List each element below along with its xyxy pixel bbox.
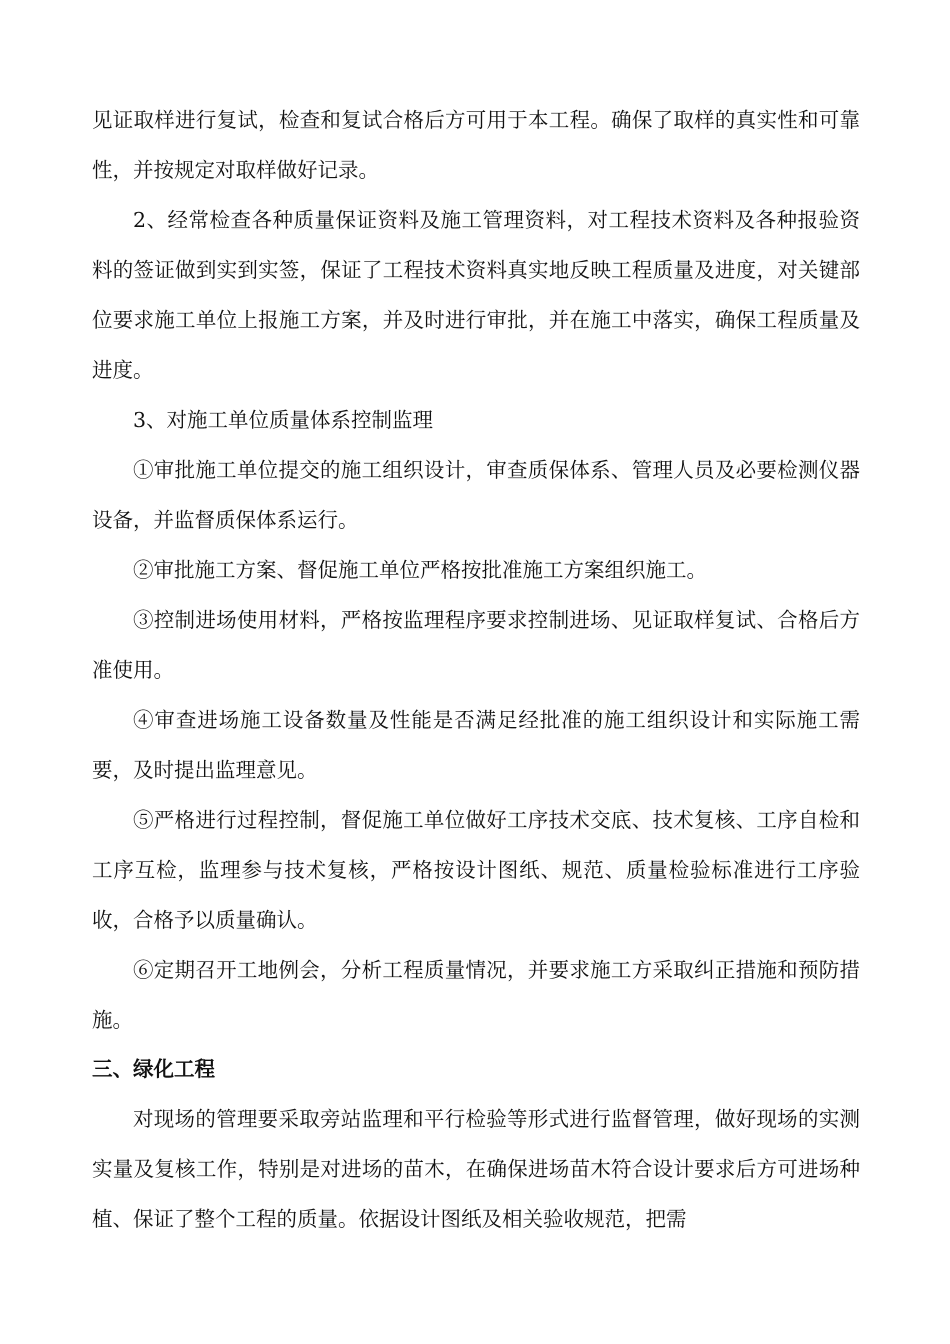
- paragraph-greening-management: 对现场的管理要采取旁站监理和平行检验等形式进行监督管理，做好现场的实测实量及复核工作，特别是对进场的苗木，在确保进场苗木符合设计要求后方可进场种植、保证了整个工程的质量。依据设计图纸及相关验收规范，把需: [92, 1107, 860, 1231]
- paragraph-subitem-1: ①审批施工单位提交的施工组织设计，审查质保体系、管理人员及必要检测仪器设备，并监督质保体系运行。: [92, 458, 860, 532]
- paragraph-item-2: 2、经常检查各种质量保证资料及施工管理资料，对工程技术资料及各种报验资料的签证做到实到实签，保证了工程技术资料真实地反映工程质量及进度，对关键部位要求施工单位上报施工方案，并及时进行审批，并在施工中落实，确保工程质量及进度。: [92, 208, 860, 382]
- paragraph-subitem-2: ②审批施工方案、督促施工单位严格按批准施工方案组织施工。: [133, 558, 707, 582]
- paragraph-sampling-records: 见证取样进行复试，检查和复试合格后方可用于本工程。确保了取样的真实性和可靠性，并按规定对取样做好记录。: [92, 108, 860, 182]
- paragraph-subitem-6: ⑥定期召开工地例会，分析工程质量情况，并要求施工方采取纠正措施和预防措施。: [92, 958, 860, 1032]
- section-heading-greening: 三、绿化工程: [92, 1057, 215, 1081]
- paragraph-subitem-5: ⑤严格进行过程控制，督促施工单位做好工序技术交底、技术复核、工序自检和工序互检，监理参与技术复核，严格按设计图纸、规范、质量检验标准进行工序验收，合格予以质量确认。: [92, 808, 860, 932]
- paragraph-item-3-title: 3、对施工单位质量体系控制监理: [133, 408, 434, 432]
- paragraph-subitem-4: ④审查进场施工设备数量及性能是否满足经批准的施工组织设计和实际施工需要，及时提出监理意见。: [92, 708, 860, 782]
- paragraph-subitem-3: ③控制进场使用材料，严格按监理程序要求控制进场、见证取样复试、合格后方准使用。: [92, 608, 860, 682]
